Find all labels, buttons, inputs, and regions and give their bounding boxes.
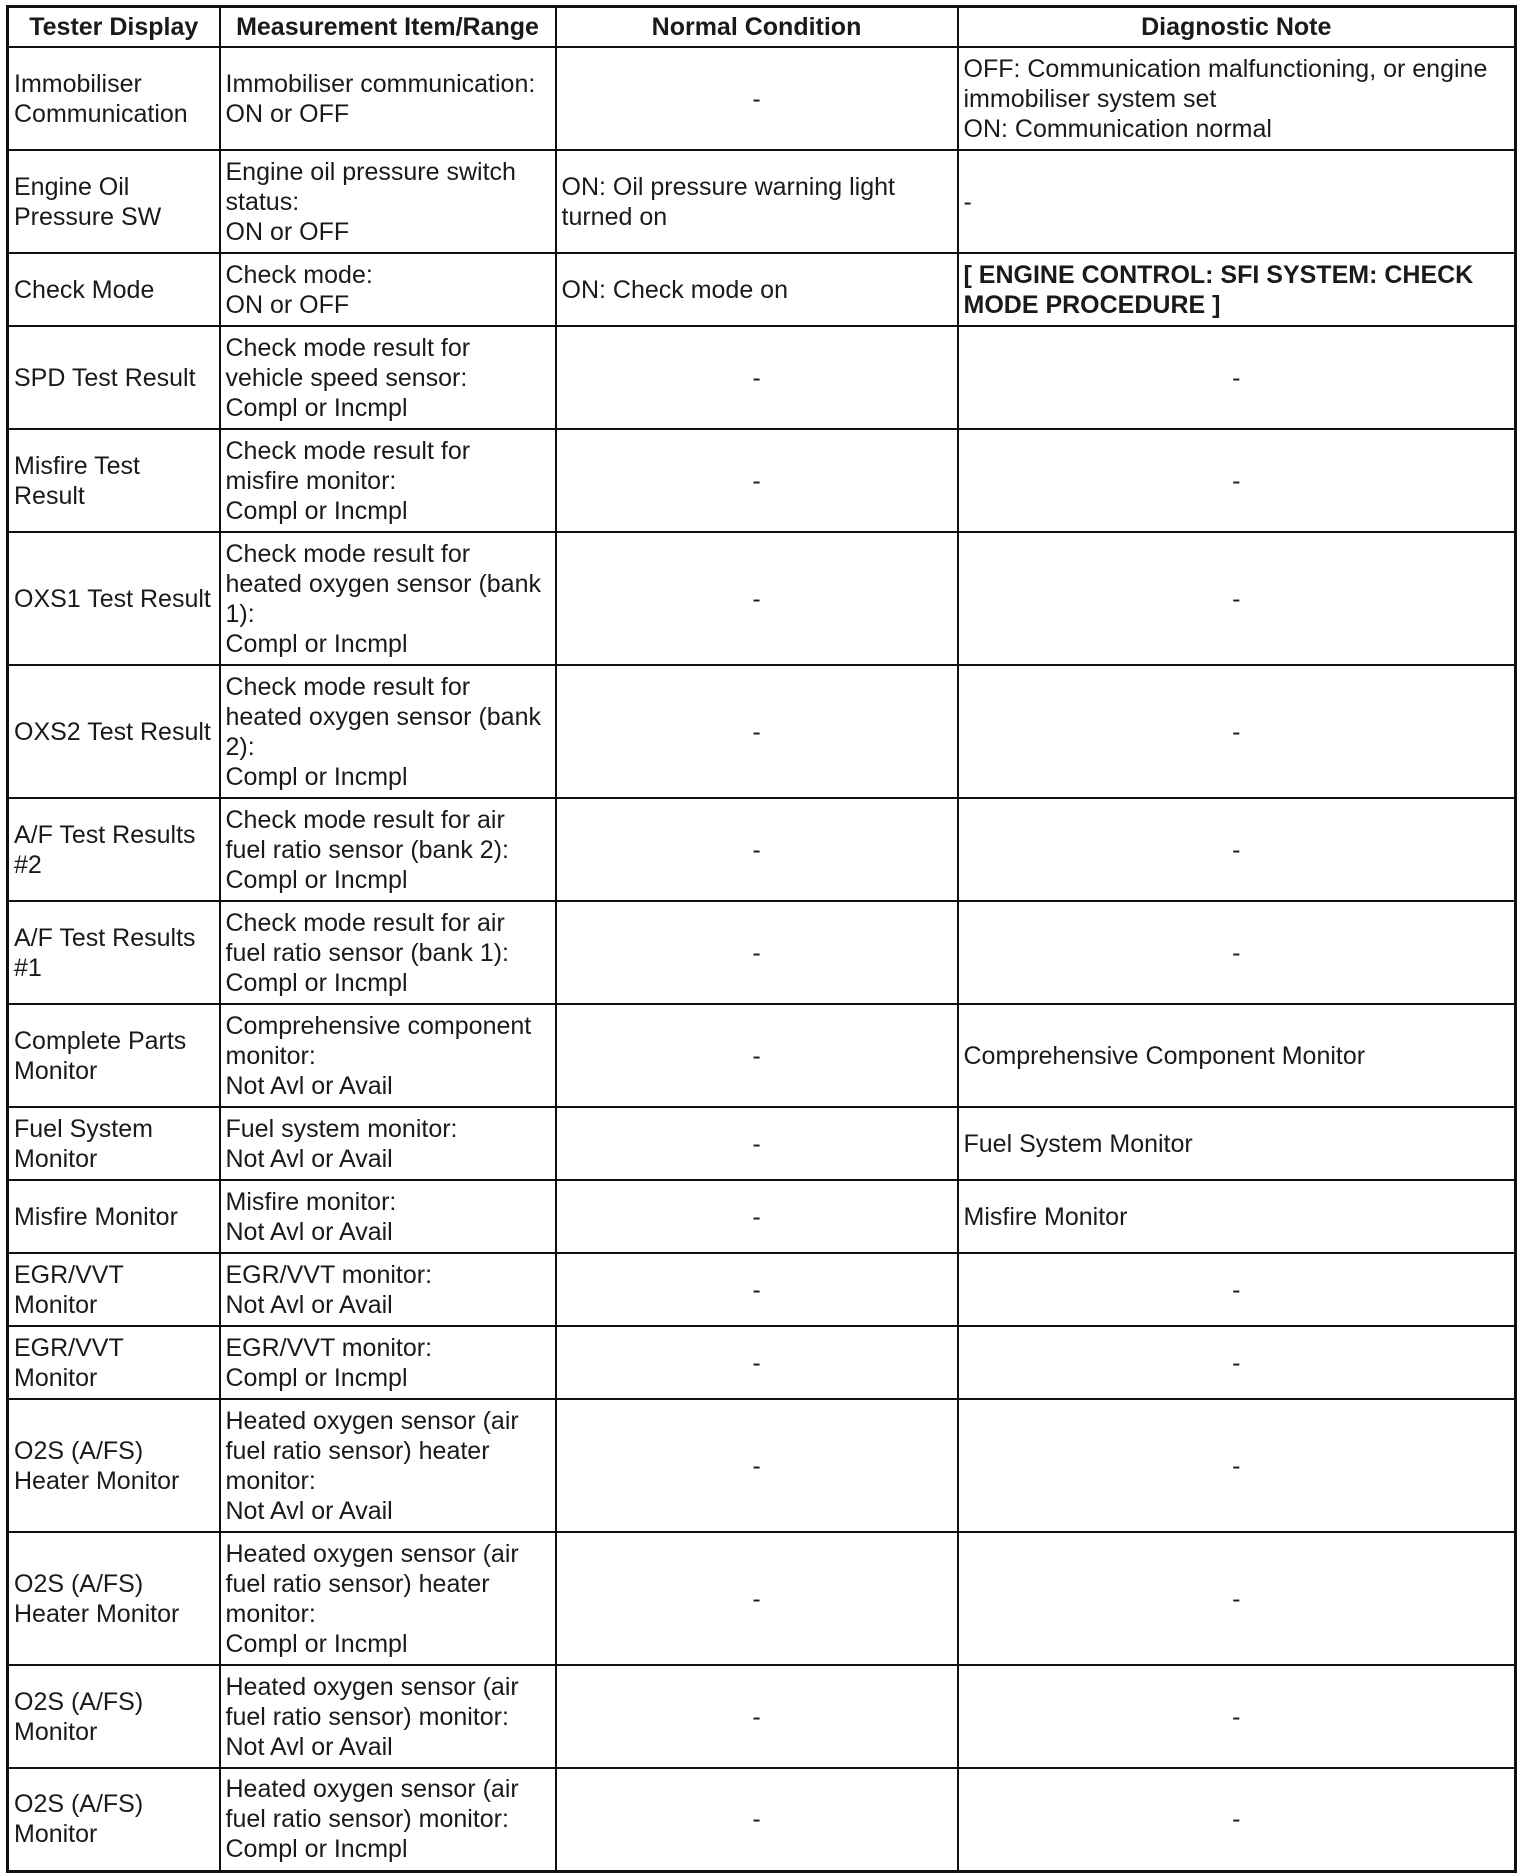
cell-normal-condition: - xyxy=(556,1532,958,1665)
cell-measurement-item: Comprehensive component monitor: Not Avl or Avail xyxy=(220,1004,556,1107)
cell-tester-display: Engine Oil Pressure SW xyxy=(8,150,220,253)
cell-measurement-item: Check mode result for misfire monitor: Compl or Incmpl xyxy=(220,429,556,532)
cell-diagnostic-note: Comprehensive Component Monitor xyxy=(958,1004,1516,1107)
cell-measurement-item: Heated oxygen sensor (air fuel ratio sensor) heater monitor: Not Avl or Avail xyxy=(220,1399,556,1532)
cell-tester-display: O2S (A/FS) Heater Monitor xyxy=(8,1399,220,1532)
cell-normal-condition: - xyxy=(556,1326,958,1399)
cell-normal-condition: ON: Oil pressure warning light turned on xyxy=(556,150,958,253)
cell-normal-condition: - xyxy=(556,1253,958,1326)
cell-normal-condition: - xyxy=(556,47,958,150)
cell-measurement-item: Check mode result for vehicle speed sensor: Compl or Incmpl xyxy=(220,326,556,429)
cell-measurement-item: Check mode result for heated oxygen sensor (bank 2): Compl or Incmpl xyxy=(220,665,556,798)
cell-tester-display: Misfire Monitor xyxy=(8,1180,220,1253)
cell-normal-condition: - xyxy=(556,798,958,901)
cell-diagnostic-note: - xyxy=(958,1665,1516,1768)
table-row xyxy=(8,532,1516,665)
cell-diagnostic-note: - xyxy=(958,429,1516,532)
cell-diagnostic-note: - xyxy=(958,1399,1516,1532)
cell-diagnostic-note-link[interactable]: [ ENGINE CONTROL: SFI SYSTEM: CHECK MODE PROCEDURE ] xyxy=(958,253,1516,326)
cell-tester-display: OXS2 Test Result xyxy=(8,665,220,798)
cell-measurement-item: EGR/VVT monitor: Not Avl or Avail xyxy=(220,1253,556,1326)
table-row xyxy=(8,1665,1516,1768)
cell-measurement-item: Heated oxygen sensor (air fuel ratio sensor) heater monitor: Compl or Incmpl xyxy=(220,1532,556,1665)
cell-normal-condition: - xyxy=(556,901,958,1004)
table-header-row xyxy=(8,7,1516,48)
header-normal-condition: Normal Condition xyxy=(556,7,958,48)
cell-measurement-item: Heated oxygen sensor (air fuel ratio sensor) monitor: Compl or Incmpl xyxy=(220,1768,556,1871)
cell-tester-display: EGR/VVT Monitor xyxy=(8,1253,220,1326)
table-row xyxy=(8,326,1516,429)
cell-diagnostic-note: - xyxy=(958,326,1516,429)
table-row xyxy=(8,429,1516,532)
cell-measurement-item: EGR/VVT monitor: Compl or Incmpl xyxy=(220,1326,556,1399)
cell-measurement-item: Check mode result for air fuel ratio sensor (bank 1): Compl or Incmpl xyxy=(220,901,556,1004)
table-row xyxy=(8,1253,1516,1326)
cell-normal-condition: - xyxy=(556,429,958,532)
cell-normal-condition: ON: Check mode on xyxy=(556,253,958,326)
cell-normal-condition: - xyxy=(556,1107,958,1180)
cell-measurement-item: Misfire monitor: Not Avl or Avail xyxy=(220,1180,556,1253)
cell-normal-condition: - xyxy=(556,1768,958,1871)
cell-tester-display: O2S (A/FS) Heater Monitor xyxy=(8,1532,220,1665)
cell-measurement-item: Check mode result for air fuel ratio sensor (bank 2): Compl or Incmpl xyxy=(220,798,556,901)
table-row xyxy=(8,253,1516,326)
table-row xyxy=(8,901,1516,1004)
cell-diagnostic-note: - xyxy=(958,150,1516,253)
cell-tester-display: SPD Test Result xyxy=(8,326,220,429)
cell-normal-condition: - xyxy=(556,1180,958,1253)
cell-diagnostic-note: - xyxy=(958,532,1516,665)
cell-diagnostic-note: - xyxy=(958,1532,1516,1665)
cell-tester-display: EGR/VVT Monitor xyxy=(8,1326,220,1399)
cell-measurement-item: Immobiliser communication: ON or OFF xyxy=(220,47,556,150)
cell-normal-condition: - xyxy=(556,532,958,665)
table-row xyxy=(8,47,1516,150)
header-diagnostic-note: Diagnostic Note xyxy=(958,7,1516,48)
cell-tester-display: OXS1 Test Result xyxy=(8,532,220,665)
cell-normal-condition: - xyxy=(556,665,958,798)
cell-diagnostic-note: - xyxy=(958,665,1516,798)
cell-diagnostic-note: - xyxy=(958,1326,1516,1399)
cell-diagnostic-note: - xyxy=(958,1768,1516,1871)
table-row xyxy=(8,798,1516,901)
cell-tester-display: O2S (A/FS) Monitor xyxy=(8,1768,220,1871)
table-row xyxy=(8,1768,1516,1871)
cell-diagnostic-note: - xyxy=(958,798,1516,901)
cell-tester-display: Misfire Test Result xyxy=(8,429,220,532)
cell-tester-display: A/F Test Results #1 xyxy=(8,901,220,1004)
cell-normal-condition: - xyxy=(556,326,958,429)
cell-normal-condition: - xyxy=(556,1665,958,1768)
table-row xyxy=(8,1004,1516,1107)
data-list-table xyxy=(6,5,1517,1873)
cell-normal-condition: - xyxy=(556,1004,958,1107)
header-measurement-item: Measurement Item/Range xyxy=(220,7,556,48)
cell-measurement-item: Engine oil pressure switch status: ON or OFF xyxy=(220,150,556,253)
cell-tester-display: Immobiliser Communication xyxy=(8,47,220,150)
cell-tester-display: A/F Test Results #2 xyxy=(8,798,220,901)
cell-tester-display: Complete Parts Monitor xyxy=(8,1004,220,1107)
table-row xyxy=(8,1399,1516,1532)
header-tester-display: Tester Display xyxy=(8,7,220,48)
table-row xyxy=(8,1326,1516,1399)
cell-measurement-item: Check mode result for heated oxygen sensor (bank 1): Compl or Incmpl xyxy=(220,532,556,665)
table-row xyxy=(8,1532,1516,1665)
cell-normal-condition: - xyxy=(556,1399,958,1532)
cell-diagnostic-note: Fuel System Monitor xyxy=(958,1107,1516,1180)
cell-diagnostic-note: - xyxy=(958,901,1516,1004)
table-row xyxy=(8,1180,1516,1253)
cell-diagnostic-note: OFF: Communication malfunctioning, or engine immobiliser system set ON: Communication normal xyxy=(958,47,1516,150)
table-row xyxy=(8,665,1516,798)
cell-measurement-item: Fuel system monitor: Not Avl or Avail xyxy=(220,1107,556,1180)
cell-diagnostic-note: Misfire Monitor xyxy=(958,1180,1516,1253)
cell-tester-display: O2S (A/FS) Monitor xyxy=(8,1665,220,1768)
table-row xyxy=(8,1107,1516,1180)
cell-measurement-item: Check mode: ON or OFF xyxy=(220,253,556,326)
cell-measurement-item: Heated oxygen sensor (air fuel ratio sensor) monitor: Not Avl or Avail xyxy=(220,1665,556,1768)
table-row xyxy=(8,150,1516,253)
cell-tester-display: Check Mode xyxy=(8,253,220,326)
cell-diagnostic-note: - xyxy=(958,1253,1516,1326)
cell-tester-display: Fuel System Monitor xyxy=(8,1107,220,1180)
